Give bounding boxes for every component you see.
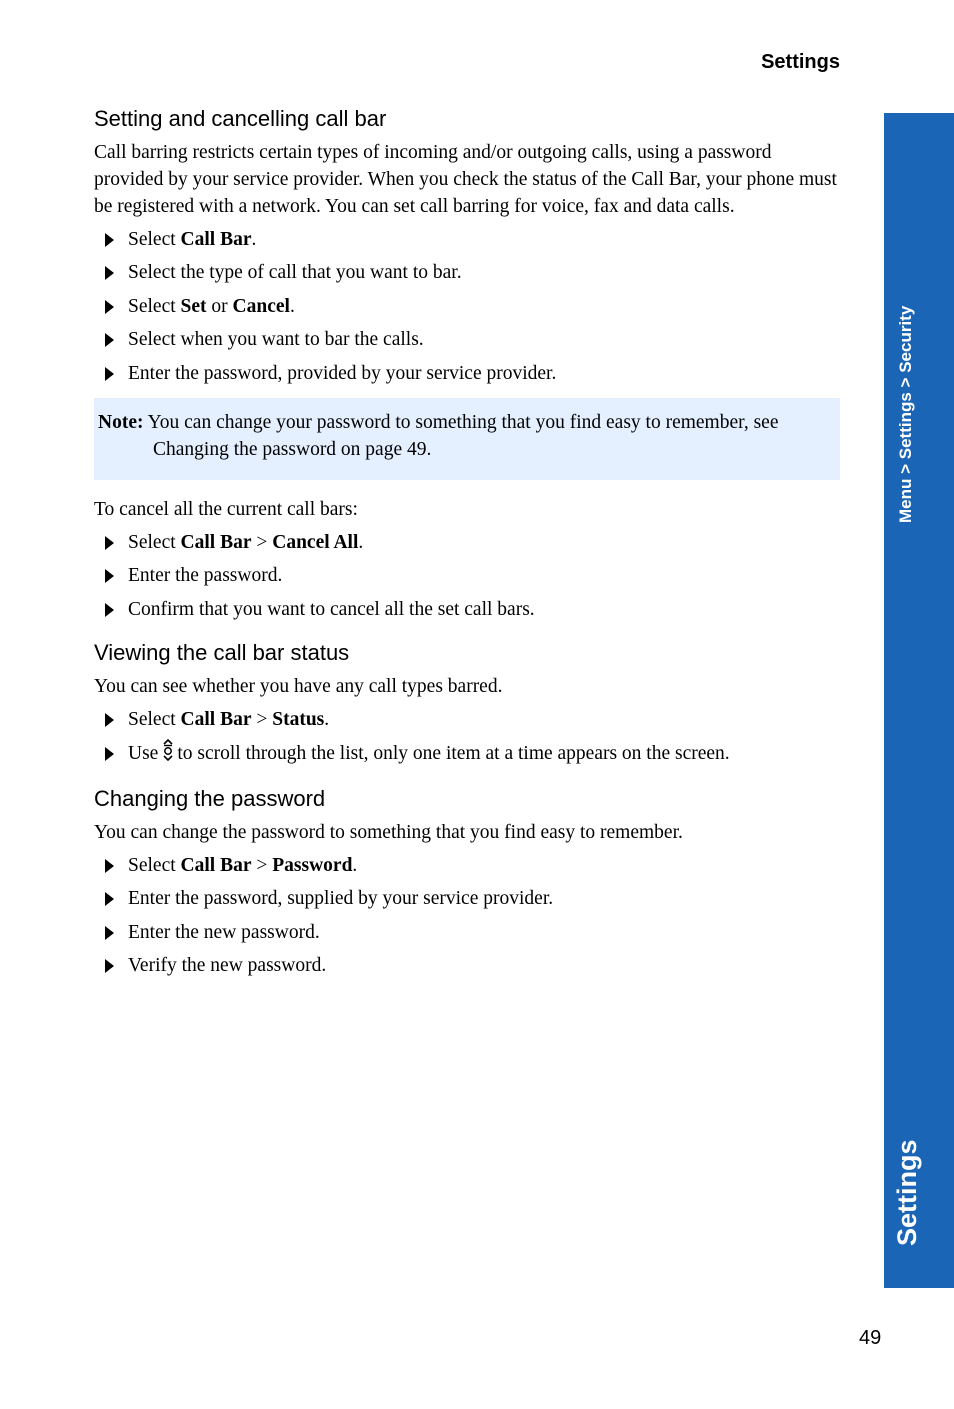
sidebar-section-title: Settings <box>892 1139 922 1246</box>
list-item: Enter the password, provided by your service provider. <box>94 357 840 390</box>
bullet-arrow-icon <box>105 892 114 906</box>
section-heading-password: Changing the password <box>94 786 326 812</box>
list-item: Select Call Bar > Cancel All. <box>94 526 840 559</box>
bullet-arrow-icon <box>105 747 114 761</box>
page-number: 49 <box>859 1327 882 1349</box>
section-intro: Call barring restricts certain types of incoming and/or outgoing calls, using a password provided by your service provider. When you check the status of the Call Bar, your phone must be registered with a network. You can set call barring for voice, fax and data calls. <box>94 142 837 217</box>
list-item: Select Call Bar > Status. <box>94 703 840 736</box>
section-heading-status: Viewing the call bar status <box>94 640 350 666</box>
sidebar-tab <box>884 113 954 1288</box>
list-item: Enter the password. <box>94 559 840 592</box>
bullet-arrow-icon <box>105 300 114 314</box>
running-header-title: Settings <box>761 51 840 73</box>
cancel-intro: To cancel all the current call bars: <box>94 499 358 521</box>
list-item: Confirm that you want to cancel all the set call bars. <box>94 593 840 626</box>
section-intro: You can see whether you have any call types barred. <box>94 676 503 698</box>
password-steps-list <box>94 849 840 983</box>
bullet-arrow-icon <box>105 959 114 973</box>
bullet-arrow-icon <box>105 569 114 583</box>
section-intro: You can change the password to something that you find easy to remember. <box>94 822 683 844</box>
bullet-arrow-icon <box>105 333 114 347</box>
steps-list <box>94 223 840 390</box>
note-box <box>94 398 840 480</box>
note-label: Note: <box>98 412 144 434</box>
bullet-arrow-icon <box>105 367 114 381</box>
list-item: Select Call Bar > Password. <box>94 849 840 882</box>
list-item: Select when you want to bar the calls. <box>94 323 840 356</box>
page-content <box>94 104 840 983</box>
sidebar-breadcrumb: Menu > Settings > Security <box>896 305 915 523</box>
list-item: Enter the password, supplied by your service provider. <box>94 882 840 915</box>
status-steps-list <box>94 703 840 770</box>
cancel-steps-list <box>94 526 840 626</box>
scroll-key-icon <box>161 739 175 761</box>
bullet-arrow-icon <box>105 603 114 617</box>
bullet-arrow-icon <box>105 266 114 280</box>
bullet-arrow-icon <box>105 713 114 727</box>
list-item: Select Call Bar. <box>94 223 840 256</box>
bullet-arrow-icon <box>105 233 114 247</box>
bullet-arrow-icon <box>105 859 114 873</box>
bullet-arrow-icon <box>105 926 114 940</box>
list-item: Verify the new password. <box>94 949 840 982</box>
list-item: Select Set or Cancel. <box>94 290 840 323</box>
bullet-arrow-icon <box>105 536 114 550</box>
list-item: Use to scroll through the list, only one item at a time appears on the screen. <box>94 737 840 770</box>
note-text: Note: You can change your password to something that you find easy to remember, see Changing the password on page 49. <box>98 412 779 461</box>
list-item: Select the type of call that you want to bar. <box>94 256 840 289</box>
list-item: Enter the new password. <box>94 916 840 949</box>
section-heading-call-bar: Setting and cancelling call bar <box>94 106 387 131</box>
